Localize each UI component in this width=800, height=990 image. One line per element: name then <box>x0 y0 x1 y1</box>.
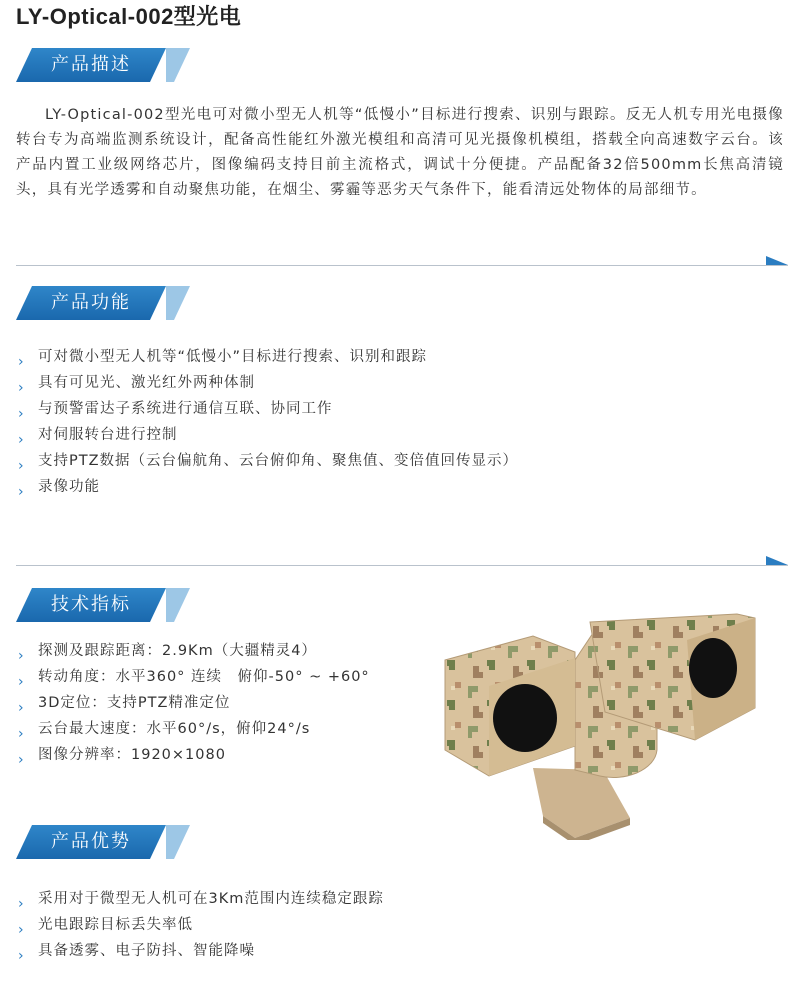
section-title-specs: 技术指标 <box>51 594 131 615</box>
list-item: › 与预警雷达子系统进行通信互联、协同工作 <box>16 396 518 422</box>
section-divider <box>16 565 788 566</box>
advantages-list <box>16 886 384 964</box>
section-header-advantages <box>16 822 188 862</box>
chevron-right-icon: › <box>18 726 25 742</box>
list-item: › 具有可见光、激光红外两种体制 <box>16 370 518 396</box>
section-title-description: 产品描述 <box>51 54 131 75</box>
chevron-right-icon: › <box>18 674 25 690</box>
chevron-right-icon: › <box>18 380 25 396</box>
chevron-right-icon: › <box>18 354 25 370</box>
list-item: › 光电跟踪目标丢失率低 <box>16 912 384 938</box>
chevron-right-icon: › <box>18 700 25 716</box>
chevron-right-icon: › <box>18 922 25 938</box>
chevron-right-icon: › <box>18 458 25 474</box>
ptz-camera-image <box>425 600 765 840</box>
chevron-right-icon: › <box>18 432 25 448</box>
section-header-description <box>16 45 188 85</box>
chevron-right-icon: › <box>18 948 25 964</box>
list-item: › 3D定位：支持PTZ精准定位 <box>16 690 370 716</box>
list-item: › 录像功能 <box>16 474 518 500</box>
section-header-specs <box>16 585 188 625</box>
chevron-right-icon: › <box>18 484 25 500</box>
functions-list <box>16 344 518 500</box>
description-text: LY-Optical-002型光电可对微小型无人机等“低慢小”目标进行搜索、识别与跟踪。反无人机专用光电摄像转台专为高端监测系统设计，配备高性能红外激光模组和高清可见光摄像机模组，搭载全向高速数字云台。该产品内置工业级网络芯片，图像编码支持目前主流格式，调试十分便捷。产品配备32倍500mm长焦高清镜头，具有光学透雾和自动聚焦功能，在烟尘、雾霾等恶劣天气条件下，能看清远处物体的局部细节。 <box>16 107 784 198</box>
chevron-right-icon: › <box>18 896 25 912</box>
list-item: › 采用对于微型无人机可在3Km范围内连续稳定跟踪 <box>16 886 384 912</box>
page-title: LY-Optical-002型光电 <box>16 4 242 29</box>
list-item: › 图像分辨率：1920×1080 <box>16 742 370 768</box>
list-item: › 具备透雾、电子防抖、智能降噪 <box>16 938 384 964</box>
list-item: › 可对微小型无人机等“低慢小”目标进行搜索、识别和跟踪 <box>16 344 518 370</box>
list-item: › 支持PTZ数据（云台偏航角、云台俯仰角、聚焦值、变倍值回传显示） <box>16 448 518 474</box>
list-item: › 对伺服转台进行控制 <box>16 422 518 448</box>
chevron-right-icon: › <box>18 648 25 664</box>
section-title-functions: 产品功能 <box>51 292 131 313</box>
corner-triangle-icon <box>766 556 788 565</box>
corner-triangle-icon <box>766 256 788 265</box>
list-item: › 转动角度：水平360° 连续 俯仰-50° ~ +60° <box>16 664 370 690</box>
list-item: › 云台最大速度：水平60°/s，俯仰24°/s <box>16 716 370 742</box>
section-divider <box>16 265 788 266</box>
section-header-functions <box>16 283 188 323</box>
chevron-right-icon: › <box>18 406 25 422</box>
section-title-advantages: 产品优势 <box>51 831 131 852</box>
list-item: › 探测及跟踪距离：2.9Km（大疆精灵4） <box>16 638 370 664</box>
chevron-right-icon: › <box>18 752 25 768</box>
specs-list <box>16 638 370 768</box>
